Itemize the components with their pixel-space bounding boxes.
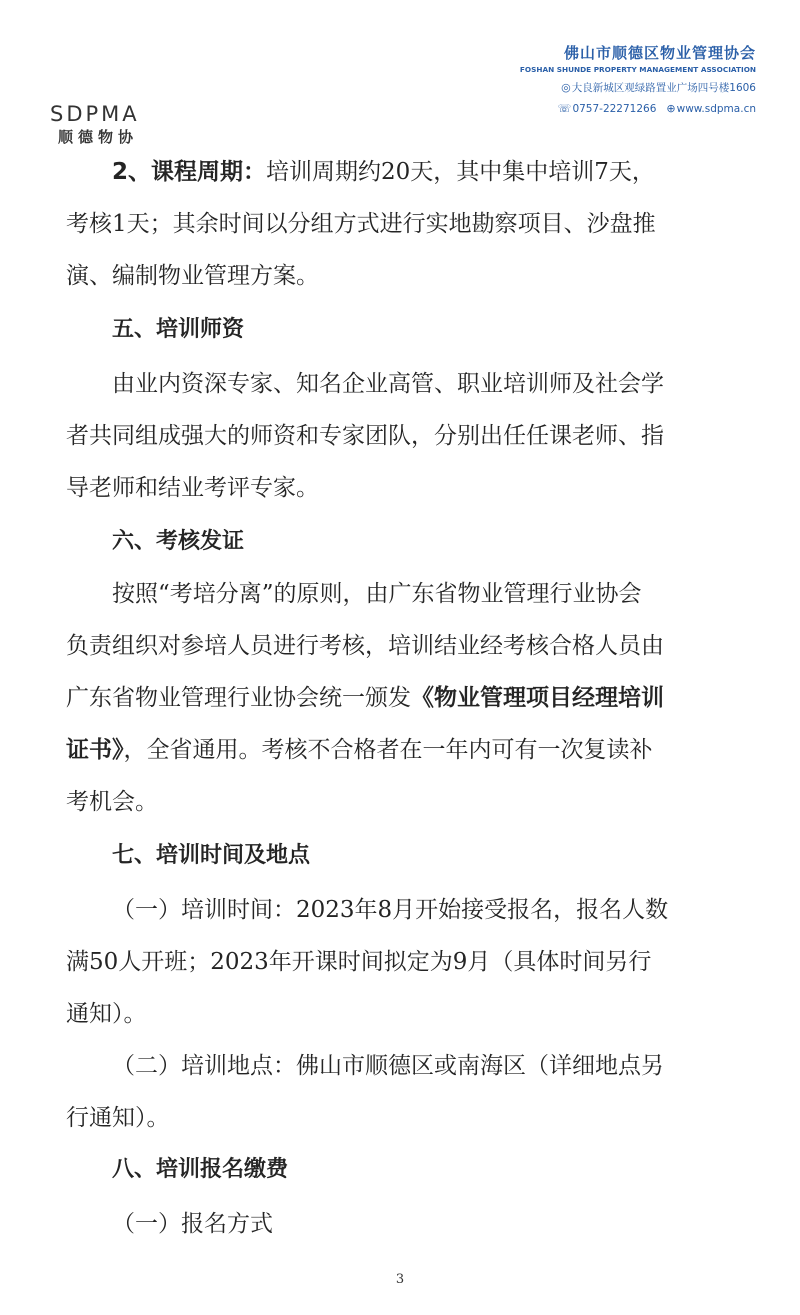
section-heading-eight: 八、培训报名缴费 [112,1157,289,1182]
location-pin-icon: ◎ [561,81,571,94]
paragraph-line: 由业内资深专家、知名企业高管、职业培训师及社会学 [112,371,664,397]
course-period-text: 培训周期约20天，其中集中培训7天， [266,159,655,185]
certificate-title-end: 证书》 [66,737,124,763]
certificate-title: 《物业管理项目经理培训 [411,685,664,711]
sdpma-logo [44,28,174,146]
paragraph-line: 负责组织对参培人员进行考核，培训结业经考核合格人员由 [66,633,664,659]
logo-chinese: 顺德物协 [58,128,139,146]
globe-icon: ⊕ [666,102,676,115]
paragraph-line: 证书》，全省通用。考核不合格者在一年内可有一次复读补 [66,737,653,763]
association-name-cn: 佛山市顺德区物业管理协会 [563,44,756,62]
association-name-en: FOSHAN SHUNDE PROPERTY MANAGEMENT ASSOCIATION [519,65,756,74]
paragraph-line: 满50人开班；2023年开课时间拟定为9月（具体时间另行 [66,949,652,975]
contact-line [456,102,756,115]
paragraph-line: （二）培训地点：佛山市顺德区或南海区（详细地点另 [112,1053,664,1079]
address-text: 大良新城区观绿路置业广场四号楼1606 [571,82,756,94]
paragraph-line: 按照“考培分离”的原则，由广东省物业管理行业协会 [112,581,642,607]
paragraph-line: 演、编制物业管理方案。 [66,263,319,289]
association-info [456,42,756,115]
sound-wave-logo-icon [52,28,164,100]
paragraph-line: （一）培训时间：2023年8月开始接受报名，报名人数 [112,897,669,923]
section-heading-seven: 七、培训时间及地点 [112,843,311,868]
paragraph-line: 导老师和结业考评专家。 [66,475,319,501]
paragraph-line: 者共同组成强大的师资和专家团队，分别出任任课老师、指 [66,423,664,449]
logo-english: SDPMA [50,102,140,126]
website-text: www.sdpma.cn [676,103,756,115]
paragraph-line: 考核1天；其余时间以分组方式进行实地勘察项目、沙盘推 [66,211,656,237]
section-heading-six: 六、考核发证 [112,529,245,554]
course-period-heading: 2、课程周期： [112,159,267,185]
paragraph-line: 广东省物业管理行业协会统一颁发《物业管理项目经理培训 [66,685,664,711]
phone-icon: ☏ [557,102,572,115]
section-heading-five: 五、培训师资 [112,317,245,342]
paragraph-line: 考机会。 [66,789,158,815]
page-number: 3 [395,1272,405,1287]
paragraph-line: 行通知）。 [66,1105,170,1131]
paragraph-line: （一）报名方式 [112,1211,273,1237]
address-line [456,80,756,95]
paragraph-line: 通知）。 [66,1001,147,1027]
phone-text: 0757-22271266 [572,103,657,115]
paragraph-line [112,158,655,186]
